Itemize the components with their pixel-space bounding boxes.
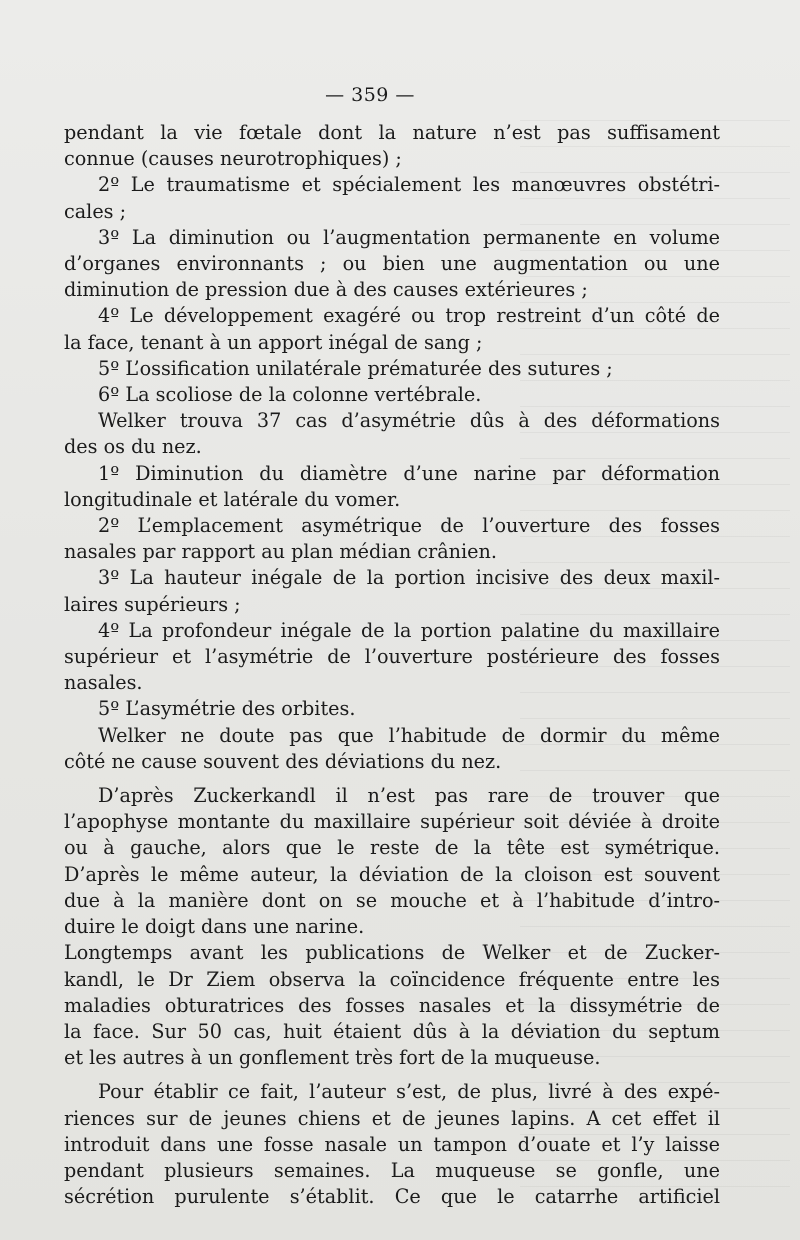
text-line: pendant la vie fœtale dont la nature n’est pas suffisament: [64, 121, 720, 144]
text-line: maladies obturatrices des fosses nasales et la dissymétrie de: [64, 993, 720, 1017]
body-text: [64, 120, 720, 1210]
text-line: Longtemps avant les publications de Welker et de Zucker-: [64, 941, 720, 965]
page-number: — 359 —: [325, 84, 415, 106]
text-line: supérieur et l’asymétrie de l’ouverture postérieure des fosses: [64, 645, 720, 669]
text-line: d’organes environnants ; ou bien une augmentation ou une: [64, 252, 720, 276]
text-line: côté ne cause souvent des déviations du nez.: [64, 749, 502, 773]
text-line: 5º L’asymétrie des orbites.: [98, 697, 356, 721]
text-line: nasales par rapport au plan médian crânien.: [64, 540, 497, 564]
text-line: duire le doigt dans une narine.: [64, 915, 365, 939]
text-line: Pour établir ce fait, l’auteur s’est, de plus, livré à des expé-: [98, 1080, 720, 1104]
text-line: l’apophyse montante du maxillaire supérieur soit déviée à droite: [64, 810, 720, 834]
text-line: Welker ne doute pas que l’habitude de dormir du même: [98, 723, 720, 747]
text-line: pendant plusieurs semaines. La muqueuse se gonfle, une: [64, 1158, 720, 1182]
text-line: la face. Sur 50 cas, huit étaient dûs à la déviation du septum: [64, 1019, 720, 1043]
text-line: 3º La hauteur inégale de la portion incisive des deux maxil-: [98, 566, 720, 590]
text-line: 6º La scoliose de la colonne vertébrale.: [98, 383, 482, 407]
text-line: 4º Le développement exagéré ou trop restreint d’un côté de: [98, 304, 720, 328]
text-line: nasales.: [64, 671, 143, 695]
text-line: riences sur de jeunes chiens et de jeunes lapins. A cet effet il: [64, 1106, 720, 1130]
text-line: kandl, le Dr Ziem observa la coïncidence fréquente entre les: [64, 967, 720, 991]
text-line: la face, tenant à un apport inégal de sang ;: [64, 330, 483, 354]
text-line: 5º L’ossification unilatérale prématurée des sutures ;: [98, 356, 613, 380]
text-line: D’après Zuckerkandl il n’est pas rare de trouver que: [98, 784, 720, 808]
text-line: D’après le même auteur, la déviation de la cloison est souvent: [64, 862, 720, 886]
text-line: diminution de pression due à des causes extérieures ;: [64, 278, 588, 302]
text-line: 2º L’emplacement asymétrique de l’ouverture des fosses: [98, 514, 720, 538]
text-line: 3º La diminution ou l’augmentation permanente en volume: [98, 225, 720, 249]
text-line: 1º Diminution du diamètre d’une narine par déformation: [98, 461, 720, 485]
text-line: cales ;: [64, 199, 127, 223]
text-line: des os du nez.: [64, 435, 202, 459]
text-line: et les autres à un gonflement très fort de la muqueuse.: [64, 1046, 601, 1070]
text-line: sécrétion purulente s’établit. Ce que le catarrhe artificiel: [64, 1185, 720, 1209]
text-line: longitudinale et latérale du vomer.: [64, 487, 401, 511]
text-line: due à la manière dont on se mouche et à l’habitude d’intro-: [64, 888, 720, 912]
text-line: connue (causes neurotrophiques) ;: [64, 147, 402, 171]
text-line: 2º Le traumatisme et spécialement les manœuvres obstétri-: [98, 173, 720, 197]
text-line: laires supérieurs ;: [64, 592, 241, 616]
text-line: 4º La profondeur inégale de la portion palatine du maxillaire: [98, 618, 720, 642]
text-line: introduit dans une fosse nasale un tampon d’ouate et l’y laisse: [64, 1132, 720, 1156]
text-line: ou à gauche, alors que le reste de la tête est symétrique.: [64, 836, 720, 860]
text-line: Welker trouva 37 cas d’asymétrie dûs à des déformations: [98, 409, 720, 433]
